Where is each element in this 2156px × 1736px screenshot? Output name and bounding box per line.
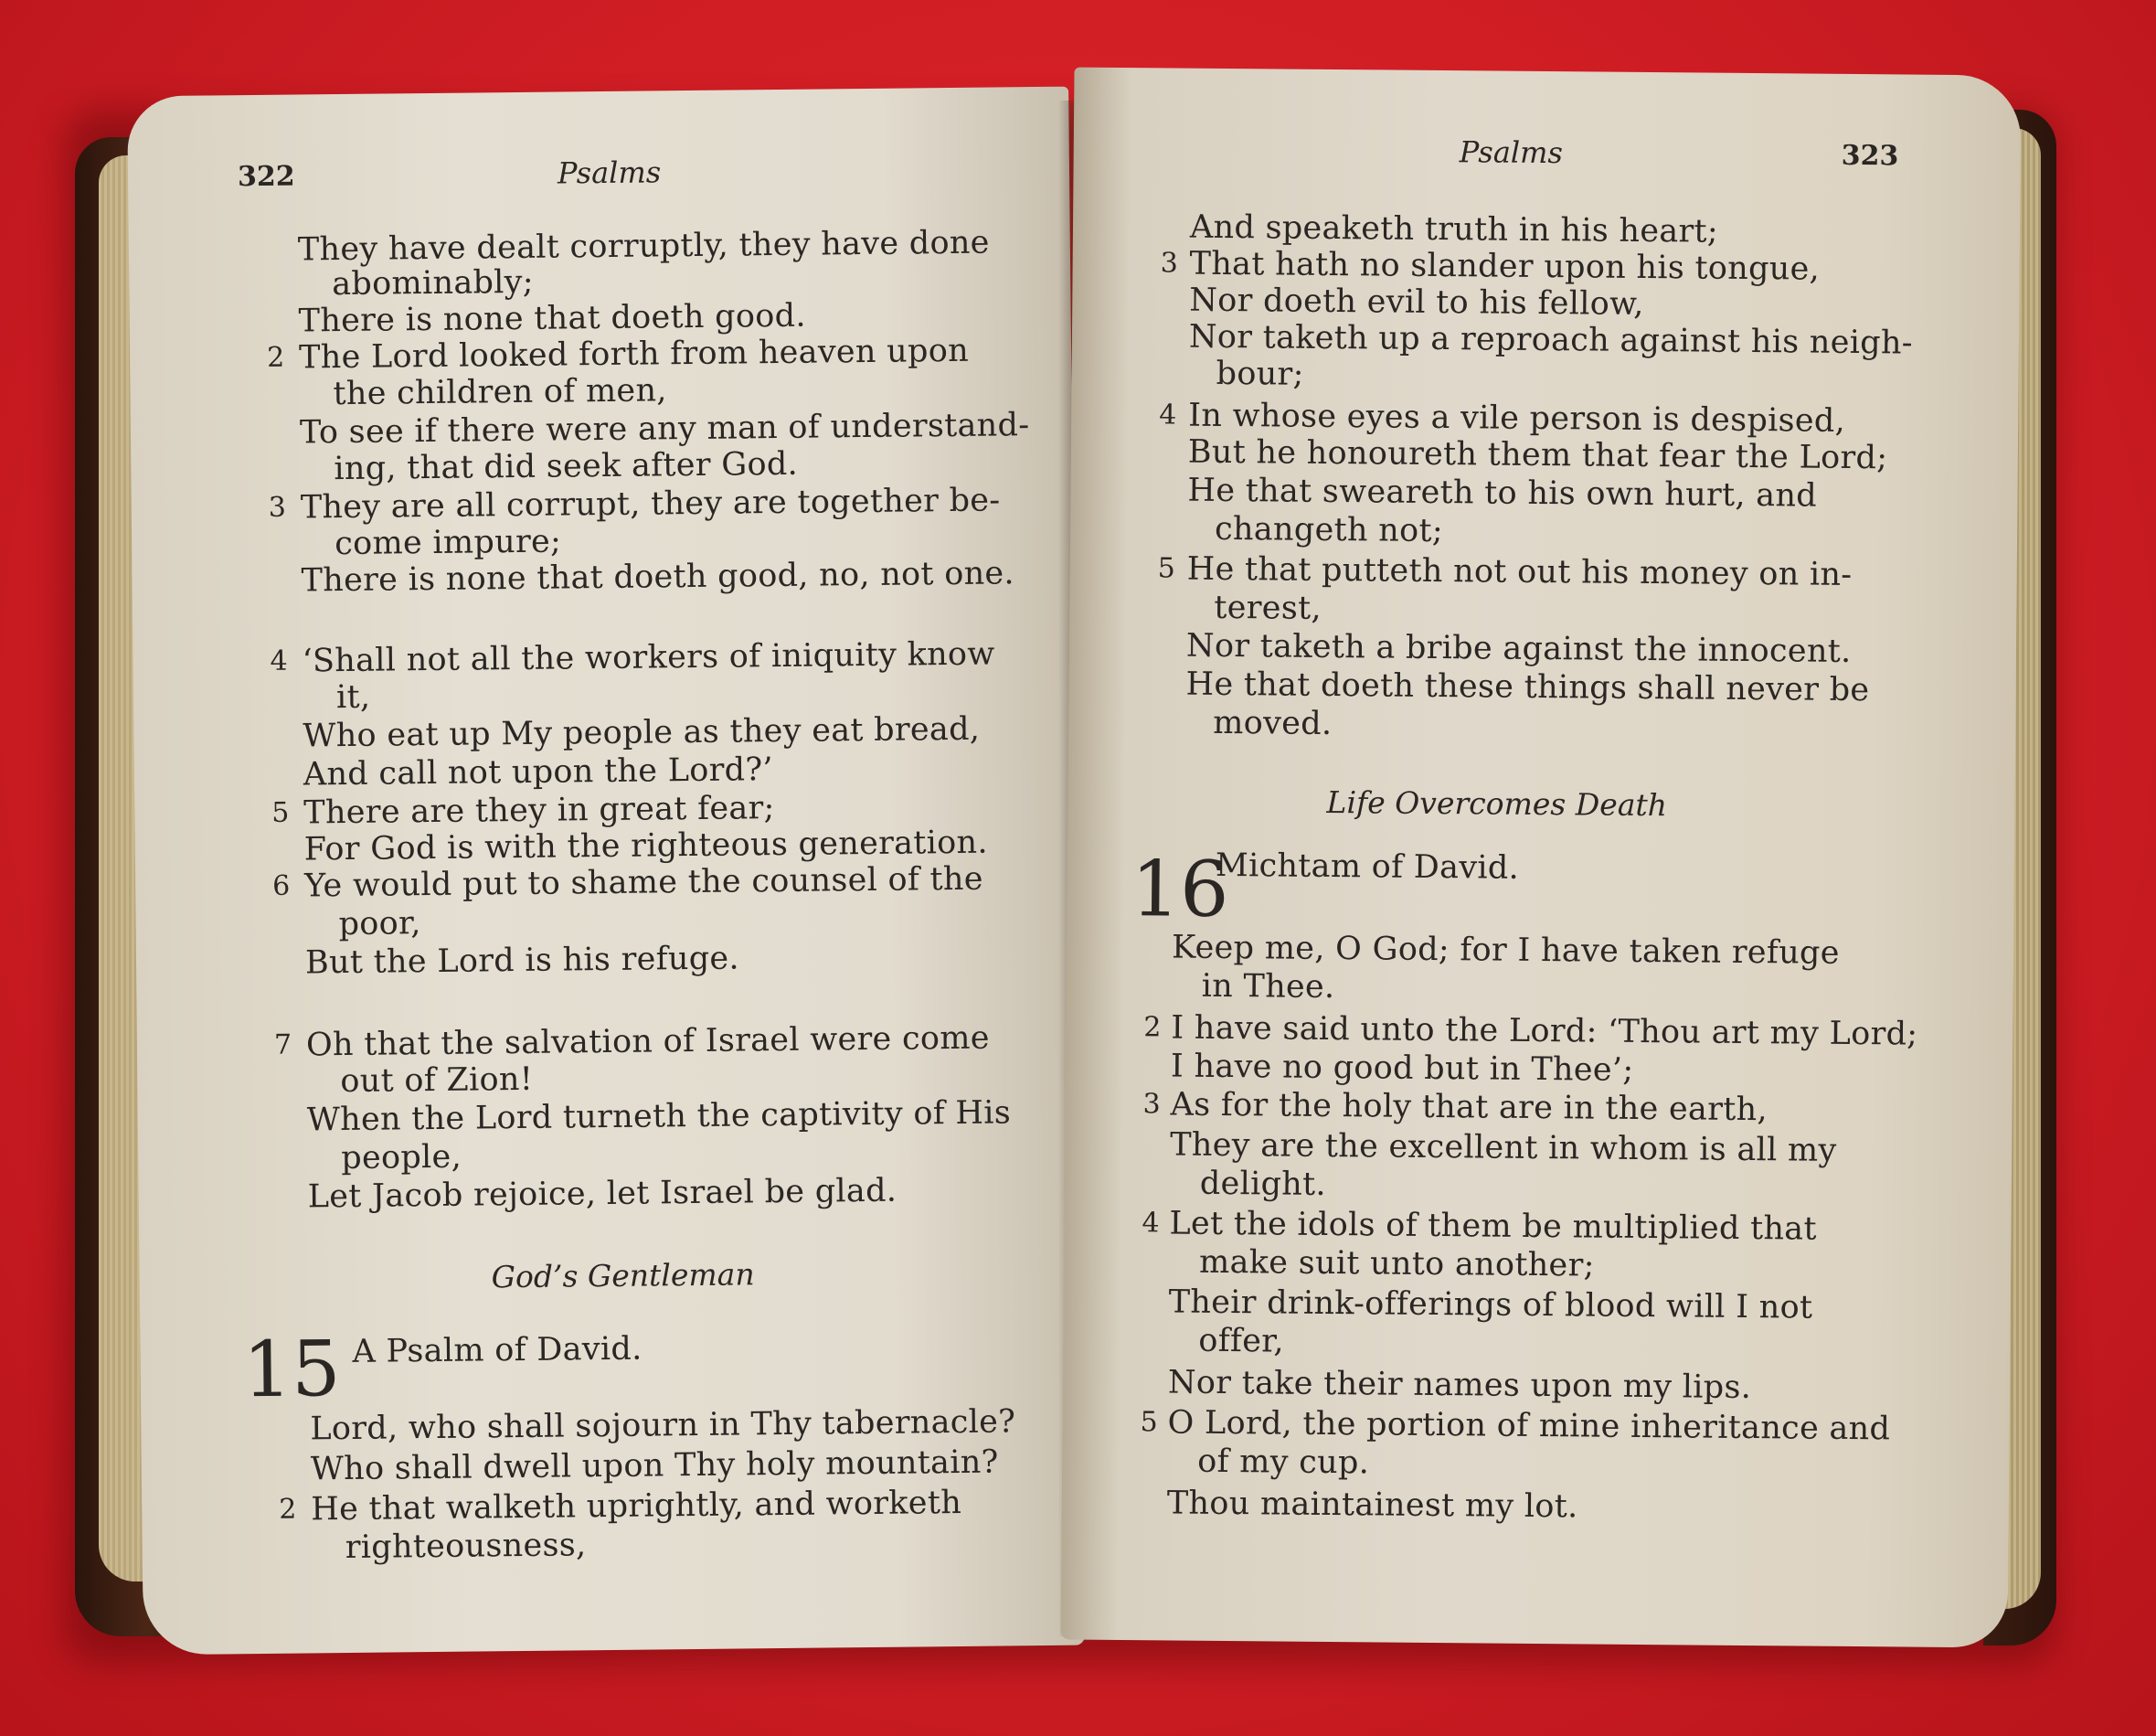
text-line: Let the idols of them be multiplied that: [1169, 1205, 1817, 1248]
text-line: abominably;: [332, 263, 535, 304]
text-line: The Lord looked forth from heaven upon: [298, 332, 970, 377]
text-line: O Lord, the portion of mine inheritance and: [1167, 1404, 1891, 1448]
text-line: But the Lord is his refuge.: [304, 940, 740, 982]
verse-number: 4: [1159, 399, 1177, 431]
text-line: He that walketh uprightly, and worketh: [311, 1484, 962, 1528]
text-line: ing, that did seek after God.: [334, 445, 799, 488]
verse-number: 3: [1160, 247, 1178, 280]
text-line: make suit unto another;: [1198, 1243, 1595, 1284]
text-line: There is none that doeth good, no, not one.: [301, 555, 1015, 600]
verse-number: 6: [271, 869, 291, 902]
text-line: Who eat up My people as they eat bread,: [303, 710, 981, 755]
left-page: [127, 87, 1085, 1656]
text-line: And call not upon the Lord?’: [303, 751, 774, 793]
text-line: in Thee.: [1201, 967, 1335, 1006]
right-page: [1061, 68, 2022, 1648]
text-line: Thou maintainest my lot.: [1166, 1485, 1578, 1526]
text-line: the children of men,: [333, 372, 667, 413]
running-head: Psalms: [1459, 134, 1564, 171]
page-number: 322: [237, 160, 295, 194]
verse-number: 2: [266, 341, 285, 374]
text-line: They have dealt corruptly, they have done: [297, 224, 990, 269]
text-line: He that sweareth to his own hurt, and: [1187, 472, 1818, 515]
text-line: But he honoureth them that fear the Lord;: [1187, 433, 1888, 477]
text-line: Ye would put to shame the counsel of the: [303, 860, 983, 905]
text-line: They are the excellent in whom is all my: [1170, 1126, 1837, 1169]
text-line: Nor taketh a bribe against the innocent.: [1185, 627, 1852, 670]
text-line: He that doeth these things shall never be: [1185, 666, 1870, 709]
text-line: Their drink-offerings of blood will I not: [1168, 1283, 1813, 1326]
verse-number: 4: [1142, 1207, 1160, 1240]
verse-number: 4: [270, 644, 288, 677]
verse-number: 3: [268, 491, 287, 524]
text-line: There is none that doeth good.: [298, 297, 806, 340]
text-line: come impure;: [335, 523, 562, 563]
text-line: Nor doeth evil to his fellow,: [1189, 282, 1644, 323]
section-title: God’s Gentleman: [491, 1256, 755, 1295]
text-line: righteousness,: [345, 1527, 587, 1567]
psalm-superscription: A Psalm of David.: [352, 1330, 643, 1370]
verse-number: 2: [279, 1493, 297, 1526]
text-line: Lord, who shall sojourn in Thy tabernacle?: [310, 1403, 1016, 1448]
text-line: out of Zion!: [340, 1060, 534, 1101]
text-line: He that putteth not out his money on in-: [1186, 550, 1853, 593]
text-line: poor,: [338, 905, 421, 943]
verse-number: 7: [273, 1028, 292, 1061]
running-head: Psalms: [557, 154, 662, 191]
text-line: changeth not;: [1214, 510, 1444, 550]
text-line: They are all corrupt, they are together be-: [300, 482, 1001, 527]
text-line: people,: [341, 1138, 462, 1177]
text-line: of my cup.: [1197, 1443, 1370, 1482]
text-line: moved.: [1213, 704, 1333, 742]
text-line: And speaketh truth in his heart;: [1189, 208, 1719, 250]
text-line: To see if there were any man of understand-: [299, 407, 1030, 452]
text-line: As for the holy that are in the earth,: [1170, 1086, 1768, 1129]
text-line: Nor taketh up a reproach against his neigh-: [1188, 318, 1914, 362]
text-line: Oh that the salvation of Israel were come: [305, 1019, 990, 1064]
text-line: terest,: [1214, 589, 1322, 627]
text-line: In whose eyes a vile person is despised,: [1188, 397, 1846, 440]
verse-number: 5: [271, 796, 290, 829]
psalm-superscription: Michtam of David.: [1215, 847, 1520, 887]
psalm-number: 15: [242, 1324, 342, 1415]
section-title: Life Overcomes Death: [1326, 783, 1668, 824]
verse-number: 2: [1143, 1011, 1162, 1044]
text-line: For God is with the righteous generation.: [303, 824, 989, 868]
verse-number: 3: [1142, 1088, 1161, 1121]
page-number: 323: [1841, 139, 1899, 173]
text-line: That hath no slander upon his tongue,: [1189, 245, 1821, 288]
text-line: Nor take their names upon my lips.: [1167, 1364, 1752, 1407]
text-line: There are they in great fear;: [303, 790, 775, 832]
psalm-number: 16: [1131, 844, 1229, 935]
text-line: delight.: [1199, 1165, 1327, 1203]
text-line: Let Jacob rejoice, let Israel be glad.: [307, 1172, 897, 1216]
text-line: Who shall dwell upon Thy holy mountain?: [310, 1443, 999, 1488]
text-line: Keep me, O God; for I have taken refuge: [1171, 929, 1840, 972]
verse-number: 5: [1157, 552, 1175, 585]
text-line: I have said unto the Lord: ‘Thou art my Lord;: [1171, 1009, 1918, 1053]
text-line: I have no good but in Thee’;: [1170, 1048, 1634, 1089]
text-line: it,: [335, 678, 371, 717]
text-line: When the Lord turneth the captivity of His: [306, 1094, 1012, 1139]
text-line: ‘Shall not all the workers of iniquity know: [302, 635, 995, 680]
text-line: bour;: [1216, 355, 1304, 393]
verse-number: 5: [1140, 1406, 1158, 1439]
text-line: offer,: [1198, 1322, 1285, 1360]
